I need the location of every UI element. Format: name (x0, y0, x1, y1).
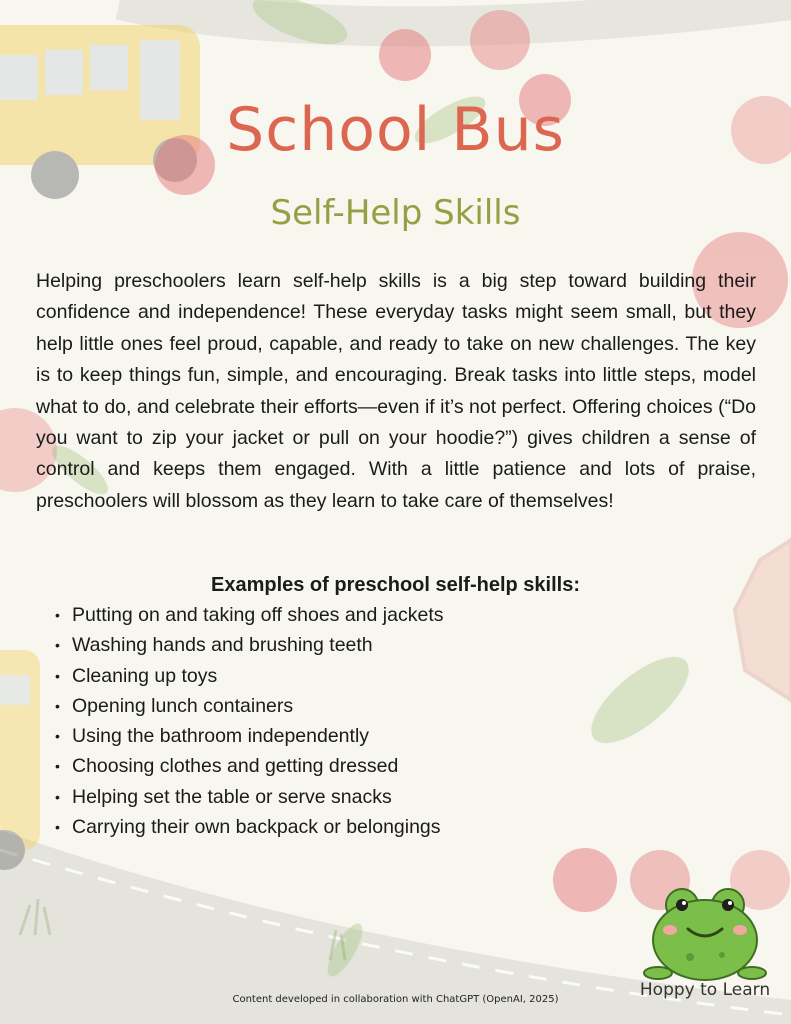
list-item (52, 751, 443, 781)
bullet-icon: • (55, 607, 60, 623)
bullet-icon: • (55, 788, 60, 805)
bullet-icon: • (55, 758, 60, 775)
bullet-icon: • (55, 728, 60, 745)
list-item-text: Putting on and taking off shoes and jackets (72, 604, 444, 626)
leaf-icon (578, 642, 702, 757)
list-item-text: Helping set the table or serve snacks (72, 785, 392, 808)
stop-sign-icon (735, 540, 791, 700)
list-item-text: Using the bathroom independently (72, 725, 370, 748)
bullet-icon: • (55, 819, 60, 836)
list-item-text: Washing hands and brushing teeth (72, 634, 373, 657)
school-bus-icon (0, 650, 40, 870)
list-item-text: Choosing clothes and getting dressed (72, 755, 399, 778)
footer-note: Content developed in collaboration with ChatGPT (OpenAI, 2025) (232, 994, 559, 1005)
list-item (52, 630, 443, 660)
brand-name: Hoppy to Learn (639, 980, 771, 1000)
list-item-text: Opening lunch containers (72, 694, 294, 717)
examples-list (52, 600, 443, 842)
list-item (52, 812, 443, 842)
apple-icon (379, 29, 431, 81)
list-item-text: Carrying their own backpack or belongings (72, 816, 441, 839)
apple-icon (470, 10, 530, 70)
list-item (52, 600, 443, 630)
list-item (52, 782, 443, 812)
bullet-icon: • (55, 697, 60, 714)
list-item-text: Cleaning up toys (72, 664, 218, 687)
list-item (52, 661, 443, 691)
page-title: School Bus (226, 95, 565, 165)
list-item (52, 721, 443, 751)
bullet-icon: • (55, 637, 60, 654)
examples-heading: Examples of preschool self-help skills: (210, 574, 580, 596)
apple-icon (553, 848, 617, 912)
page-subtitle: Self-Help Skills (270, 193, 521, 233)
intro-paragraph: Helping preschoolers learn self-help skills is a big step toward building their confidence and independence! These everyday tasks might seem small, but they help little ones feel proud, capable, and ready to take on new challenges. The key is to keep things fun, simple, and encouraging. Break tasks into little steps, model what to do, and celebrate their efforts—even if it’s not perfect. Offering choices (“Do you want to zip your jacket or pull on your hoodie?”) gives children a sense of control and keeps them engaged. With a little patience and lots of praise, preschoolers will blossom as they learn to take care of themselves! (36, 270, 756, 512)
list-item (52, 691, 443, 721)
bullet-icon: • (55, 667, 60, 684)
